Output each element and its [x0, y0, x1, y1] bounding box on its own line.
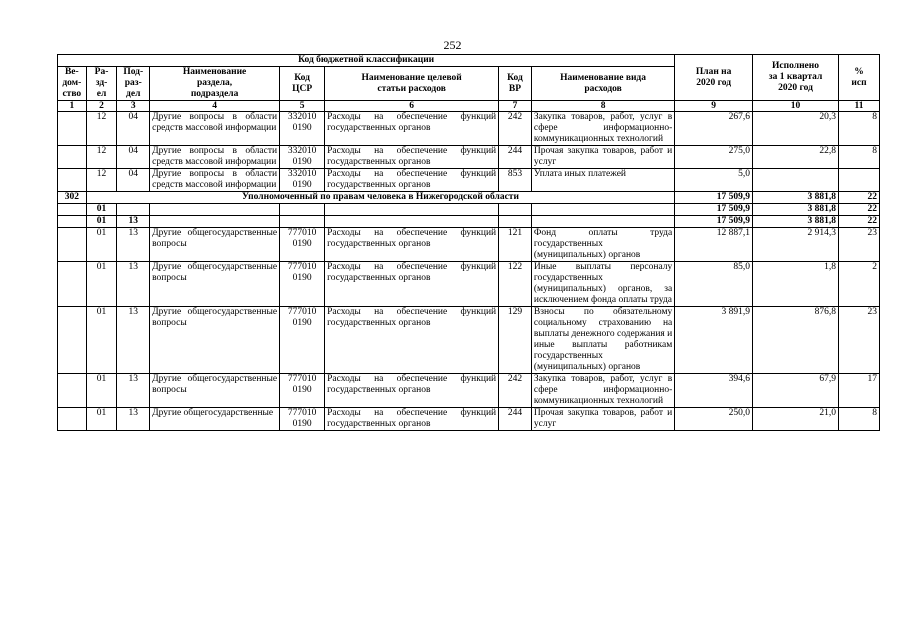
razdel-cell: 12 [86, 112, 117, 146]
col-header-expense-type: Наименование вида расходов [531, 67, 674, 101]
col-header-percent: % исп [839, 55, 880, 101]
empty-cell [325, 204, 499, 216]
expense-type-cell: Закупка товаров, работ, услуг в сфере информационно-коммуникационных технологий [531, 112, 674, 146]
section-total-row [58, 204, 880, 216]
razdel-cell: 01 [86, 408, 117, 431]
table-row [58, 307, 880, 374]
percent-cell: 8 [839, 408, 880, 431]
razdel-cell: 01 [86, 216, 117, 228]
razdel-cell: 12 [86, 146, 117, 169]
executed-cell: 3 881,8 [753, 216, 839, 228]
empty-cell [280, 204, 325, 216]
col-number: 2 [86, 101, 117, 112]
col-number: 1 [58, 101, 87, 112]
csr-cell: 777010 0190 [280, 228, 325, 262]
plan-cell: 17 509,9 [675, 192, 753, 204]
empty-cell [499, 204, 532, 216]
percent-cell: 23 [839, 307, 880, 374]
plan-cell: 5,0 [675, 169, 753, 192]
executed-cell [753, 169, 839, 192]
ved-cell [58, 112, 87, 146]
ved-cell [58, 262, 87, 307]
ved-cell [58, 146, 87, 169]
target-name-cell: Расходы на обеспечение функций государственных органов [325, 112, 499, 146]
agency-name: Уполномоченный по правам человека в Нижегородской области [86, 192, 675, 204]
col-header-target-name: Наименование целевой статьи расходов [325, 67, 499, 101]
executed-cell: 2 914,3 [753, 228, 839, 262]
expense-type-cell: Уплата иных платежей [531, 169, 674, 192]
executed-cell: 3 881,8 [753, 192, 839, 204]
executed-cell: 67,9 [753, 374, 839, 408]
col-header-section-name: Наименование раздела, подраздела [150, 67, 280, 101]
ved-cell [58, 169, 87, 192]
percent-cell: 17 [839, 374, 880, 408]
col-header-executed: Исполнено за 1 квартал 2020 год [753, 55, 839, 101]
podrazdel-cell: 04 [117, 169, 150, 192]
ved-cell [58, 228, 87, 262]
plan-cell: 85,0 [675, 262, 753, 307]
ved-cell [58, 204, 87, 216]
ved-cell [58, 408, 87, 431]
expense-type-cell: Фонд оплаты труда государственных (муниципальных) органов [531, 228, 674, 262]
razdel-cell: 01 [86, 374, 117, 408]
podrazdel-cell: 13 [117, 307, 150, 374]
percent-cell: 22 [839, 204, 880, 216]
section-name-cell: Другие вопросы в области средств массовой информации [150, 146, 280, 169]
target-name-cell: Расходы на обеспечение функций государственных органов [325, 374, 499, 408]
column-number-row [58, 101, 880, 112]
target-name-cell: Расходы на обеспечение функций государственных органов [325, 408, 499, 431]
table-row [58, 408, 880, 431]
col-header-razdel: Ра- зд- ел [86, 67, 117, 101]
col-header-podrazdel: Под- раз- дел [117, 67, 150, 101]
executed-cell: 22,8 [753, 146, 839, 169]
vr-cell: 244 [499, 146, 532, 169]
vr-cell: 121 [499, 228, 532, 262]
executed-cell: 1,8 [753, 262, 839, 307]
csr-cell: 777010 0190 [280, 307, 325, 374]
empty-cell [531, 216, 674, 228]
empty-cell [150, 216, 280, 228]
expense-type-cell: Прочая закупка товаров, работ и услуг [531, 408, 674, 431]
section-name-cell: Другие вопросы в области средств массовой информации [150, 112, 280, 146]
col-number: 10 [753, 101, 839, 112]
expense-type-cell: Взносы по обязательному социальному страхованию на выплаты денежного содержания и иные выплаты работникам государственных (муниципальных) органов [531, 307, 674, 374]
plan-cell: 267,6 [675, 112, 753, 146]
podrazdel-cell: 13 [117, 216, 150, 228]
col-number: 11 [839, 101, 880, 112]
plan-cell: 250,0 [675, 408, 753, 431]
expense-type-cell: Иные выплаты персоналу государственных (муниципальных) органов, за исключением фонда оплаты труда [531, 262, 674, 307]
executed-cell: 876,8 [753, 307, 839, 374]
percent-cell: 8 [839, 146, 880, 169]
section-name-cell: Другие общегосударственные вопросы [150, 228, 280, 262]
table-row [58, 228, 880, 262]
ved-cell [58, 374, 87, 408]
vr-cell: 853 [499, 169, 532, 192]
razdel-cell: 01 [86, 262, 117, 307]
page-number: 252 [443, 38, 462, 52]
razdel-cell: 12 [86, 169, 117, 192]
table-row [58, 169, 880, 192]
percent-cell: 23 [839, 228, 880, 262]
target-name-cell: Расходы на обеспечение функций государственных органов [325, 228, 499, 262]
percent-cell: 8 [839, 112, 880, 146]
vr-cell: 242 [499, 112, 532, 146]
empty-cell [325, 216, 499, 228]
section-name-cell: Другие общегосударственные вопросы [150, 374, 280, 408]
executed-cell: 3 881,8 [753, 204, 839, 216]
table-row [58, 112, 880, 146]
target-name-cell: Расходы на обеспечение функций государственных органов [325, 169, 499, 192]
target-name-cell: Расходы на обеспечение функций государственных органов [325, 262, 499, 307]
col-number: 8 [531, 101, 674, 112]
csr-cell: 777010 0190 [280, 374, 325, 408]
col-header-plan: План на 2020 год [675, 55, 753, 101]
razdel-cell: 01 [86, 204, 117, 216]
vr-cell: 244 [499, 408, 532, 431]
table-header [58, 55, 880, 112]
section-name-cell: Другие общегосударственные вопросы [150, 262, 280, 307]
podrazdel-cell: 04 [117, 146, 150, 169]
podrazdel-cell [117, 204, 150, 216]
ved-cell [58, 307, 87, 374]
ved-cell [58, 216, 87, 228]
section-name-cell: Другие вопросы в области средств массовой информации [150, 169, 280, 192]
col-header-ved: Ве- дом- ство [58, 67, 87, 101]
classification-code-header: Код бюджетной классификации [58, 55, 675, 67]
podrazdel-cell: 13 [117, 374, 150, 408]
col-header-csr: Код ЦСР [280, 67, 325, 101]
podrazdel-cell: 13 [117, 228, 150, 262]
percent-cell: 22 [839, 216, 880, 228]
vr-cell: 242 [499, 374, 532, 408]
section-name-cell: Другие общегосударственные вопросы [150, 307, 280, 374]
table-body [58, 112, 880, 431]
expense-type-cell: Прочая закупка товаров, работ и услуг [531, 146, 674, 169]
ved-cell: 302 [58, 192, 87, 204]
col-number: 3 [117, 101, 150, 112]
col-number: 6 [325, 101, 499, 112]
plan-cell: 17 509,9 [675, 216, 753, 228]
agency-row [58, 192, 880, 204]
percent-cell [839, 169, 880, 192]
percent-cell: 22 [839, 192, 880, 204]
plan-cell: 17 509,9 [675, 204, 753, 216]
podrazdel-cell: 04 [117, 112, 150, 146]
vr-cell: 122 [499, 262, 532, 307]
col-number: 4 [150, 101, 280, 112]
table-row [58, 146, 880, 169]
empty-cell [150, 204, 280, 216]
target-name-cell: Расходы на обеспечение функций государственных органов [325, 307, 499, 374]
section-total-row [58, 216, 880, 228]
plan-cell: 12 887,1 [675, 228, 753, 262]
target-name-cell: Расходы на обеспечение функций государственных органов [325, 146, 499, 169]
budget-execution-table [57, 54, 880, 431]
executed-cell: 21,0 [753, 408, 839, 431]
podrazdel-cell: 13 [117, 262, 150, 307]
col-number: 7 [499, 101, 532, 112]
empty-cell [531, 204, 674, 216]
col-number: 9 [675, 101, 753, 112]
razdel-cell: 01 [86, 228, 117, 262]
empty-cell [280, 216, 325, 228]
plan-cell: 394,6 [675, 374, 753, 408]
csr-cell: 777010 0190 [280, 408, 325, 431]
executed-cell: 20,3 [753, 112, 839, 146]
razdel-cell: 01 [86, 307, 117, 374]
percent-cell: 2 [839, 262, 880, 307]
table-row [58, 374, 880, 408]
empty-cell [499, 216, 532, 228]
csr-cell: 332010 0190 [280, 112, 325, 146]
csr-cell: 332010 0190 [280, 146, 325, 169]
plan-cell: 3 891,9 [675, 307, 753, 374]
col-number: 5 [280, 101, 325, 112]
table-row [58, 262, 880, 307]
col-header-vr: Код ВР [499, 67, 532, 101]
csr-cell: 777010 0190 [280, 262, 325, 307]
vr-cell: 129 [499, 307, 532, 374]
podrazdel-cell: 13 [117, 408, 150, 431]
section-name-cell: Другие общегосударственные [150, 408, 280, 431]
plan-cell: 275,0 [675, 146, 753, 169]
expense-type-cell: Закупка товаров, работ, услуг в сфере информационно-коммуникационных технологий [531, 374, 674, 408]
csr-cell: 332010 0190 [280, 169, 325, 192]
